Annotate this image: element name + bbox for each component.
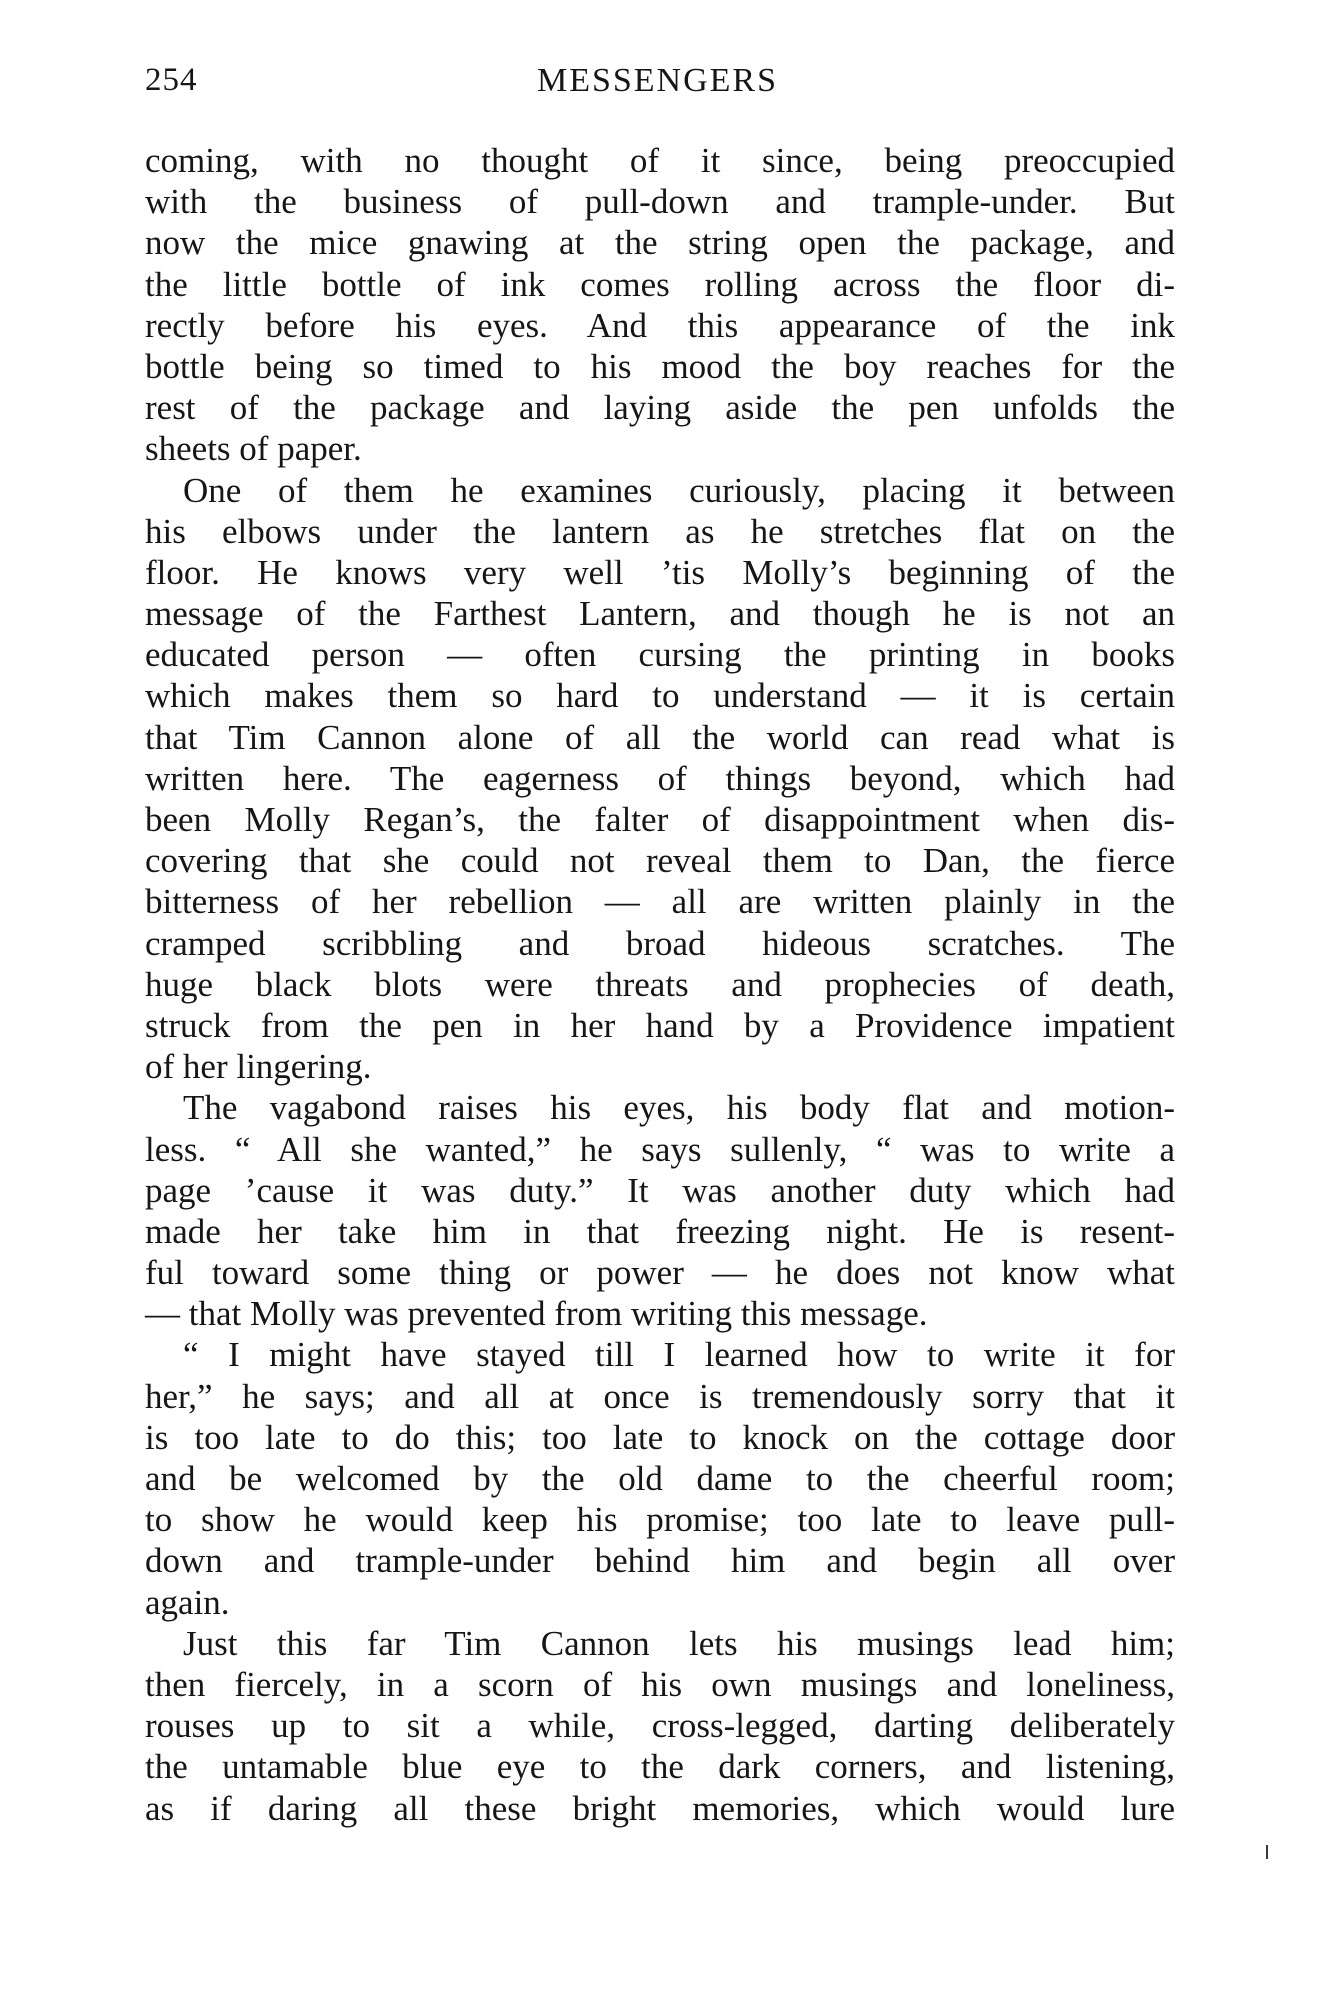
text-line: down and trample-under behind him and begin all over (145, 1541, 1175, 1581)
text-line: educated person — often cursing the printing in books (145, 635, 1175, 675)
text-line: sheets of paper. (145, 429, 362, 469)
text-line: again. (145, 1582, 230, 1622)
text-line: One of them he examines curiously, placing it between (183, 470, 1175, 510)
text-line: with the business of pull-down and trample-under. But (145, 182, 1175, 222)
text-line: bottle being so timed to his mood the boy reaches for the (145, 346, 1175, 386)
text-line: cramped scribbling and broad hideous scratches. The (145, 923, 1175, 963)
text-line: rest of the package and laying aside the pen unfolds the (145, 388, 1175, 428)
text-line: the little bottle of ink comes rolling across the floor di- (145, 264, 1175, 304)
text-line: then fiercely, in a scorn of his own musings and loneliness, (145, 1664, 1175, 1704)
text-line: floor. He knows very well ’tis Molly’s beginning of the (145, 552, 1175, 592)
text-line: message of the Farthest Lantern, and though he is not an (145, 594, 1175, 634)
text-line: written here. The eagerness of things beyond, which had (145, 758, 1175, 798)
text-line: — that Molly was prevented from writing this message. (145, 1294, 928, 1334)
text-line: to show he would keep his promise; too late to leave pull- (145, 1500, 1175, 1540)
text-line: rectly before his eyes. And this appearance of the ink (145, 305, 1175, 345)
text-line: struck from the pen in her hand by a Providence impatient (145, 1005, 1175, 1045)
text-line: ful toward some thing or power — he does not know what (145, 1253, 1175, 1293)
text-line: as if daring all these bright memories, which would lure (145, 1788, 1175, 1828)
text-line: now the mice gnawing at the string open the package, and (145, 223, 1175, 263)
margin-mark (1266, 1845, 1268, 1859)
text-line: his elbows under the lantern as he stretches flat on the (145, 511, 1175, 551)
text-line: her,” he says; and all at once is tremendously sorry that it (145, 1376, 1175, 1416)
text-line: covering that she could not reveal them to Dan, the fierce (145, 841, 1175, 881)
text-line: Just this far Tim Cannon lets his musings lead him; (183, 1623, 1175, 1663)
text-line: “ I might have stayed till I learned how to write it for (183, 1335, 1175, 1375)
running-head (145, 62, 1170, 112)
text-line: is too late to do this; too late to knock on the cottage door (145, 1417, 1175, 1457)
text-line: of her lingering. (145, 1047, 372, 1087)
text-line: page ’cause it was duty.” It was another duty which had (145, 1170, 1175, 1210)
text-line: bitterness of her rebellion — all are written plainly in the (145, 882, 1175, 922)
text-line: the untamable blue eye to the dark corners, and listening, (145, 1747, 1175, 1787)
text-line: that Tim Cannon alone of all the world can read what is (145, 717, 1175, 757)
text-line: made her take him in that freezing night. He is resent- (145, 1211, 1175, 1251)
text-line: been Molly Regan’s, the falter of disappointment when dis- (145, 800, 1175, 839)
page-number: 254 (145, 62, 198, 98)
text-line: coming, with no thought of it since, being preoccupied (145, 141, 1175, 180)
text-line: and be welcomed by the old dame to the cheerful room; (145, 1459, 1175, 1498)
running-title: MESSENGERS (536, 62, 779, 99)
text-line: rouses up to sit a while, cross-legged, darting deliberately (145, 1706, 1175, 1746)
body-text (145, 140, 1175, 1829)
text-line: less. “ All she wanted,” he says sullenly, “ was to write a (145, 1129, 1175, 1169)
text-line: which makes them so hard to understand — it is certain (145, 676, 1175, 716)
text-line: The vagabond raises his eyes, his body flat and motion- (183, 1088, 1175, 1128)
text-line: huge black blots were threats and prophecies of death, (145, 964, 1175, 1004)
